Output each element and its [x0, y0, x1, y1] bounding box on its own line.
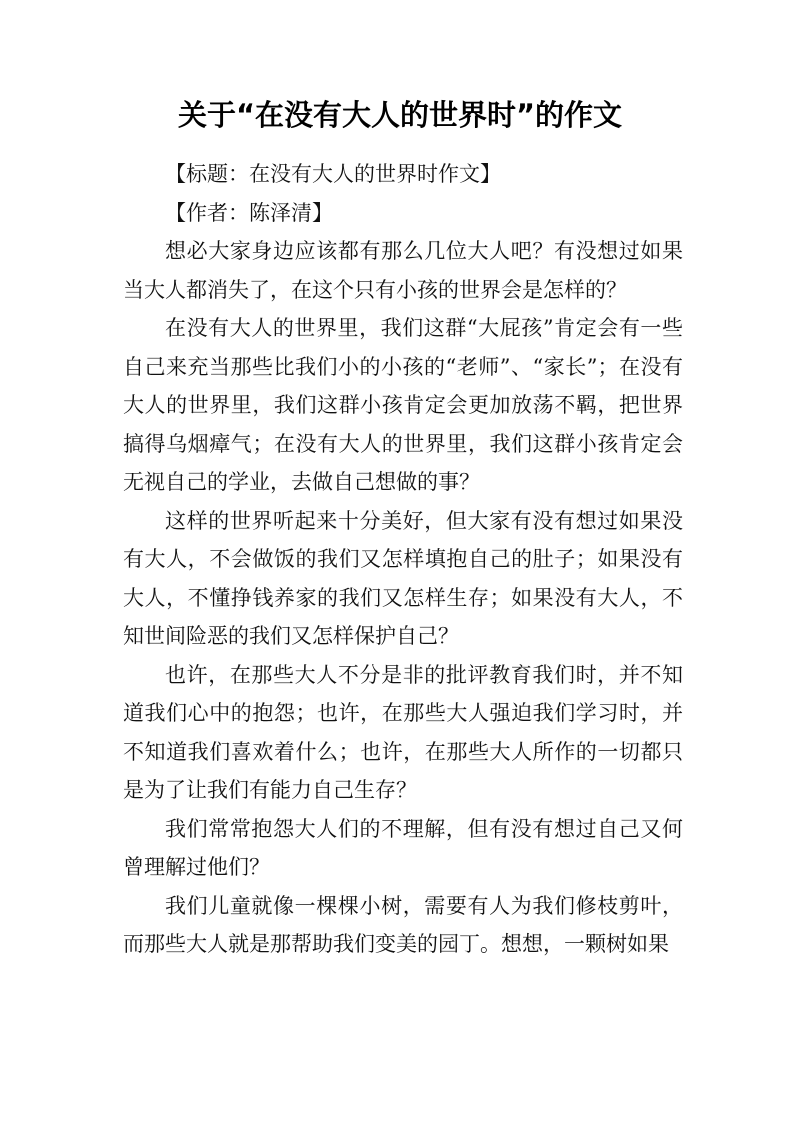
paragraph-3: 这样的世界听起来十分美好，但大家有没有想过如果没有大人，不会做饭的我们又怎样填抱自己的肚子；如果没有大人，不懂挣钱养家的我们又怎样生存；如果没有大人，不知世间险恶的我们又怎样保护自己？	[123, 508, 683, 648]
meta-title-line: 【标题：在没有大人的世界时作文】	[165, 162, 501, 186]
document-title: 关于“在没有大人的世界时”的作文	[177, 98, 623, 132]
paragraph-4: 也许，在那些大人不分是非的批评教育我们时，并不知道我们心中的抱怨；也许，在那些大人强迫我们学习时，并不知道我们喜欢着什么；也许，在那些大人所作的一切都只是为了让我们有能力自己生存？	[123, 662, 683, 802]
paragraph-1: 想必大家身边应该都有那么几位大人吧？有没想过如果当大人都消失了，在这个只有小孩的世界会是怎样的？	[123, 239, 683, 302]
paragraph-5: 我们常常抱怨大人们的不理解，但有没有想过自己又何曾理解过他们？	[123, 816, 683, 879]
document-body	[123, 155, 683, 964]
meta-author-line: 【作者：陈泽清】	[165, 200, 333, 225]
paragraph-2: 在没有大人的世界里，我们这群“大屁孩”肯定会有一些自己来充当那些比我们小的小孩的“老师”、“家长”；在没有大人的世界里，我们这群小孩肯定会更加放荡不羁，把世界搞得乌烟瘴气；在没有大人的世界里，我们这群小孩肯定会无视自己的学业，去做自己想做的事？	[123, 316, 683, 494]
paragraph-6: 我们儿童就像一棵棵小树，需要有人为我们修枝剪叶，而那些大人就是那帮助我们变美的园丁。想想，一颗树如果	[123, 893, 683, 956]
